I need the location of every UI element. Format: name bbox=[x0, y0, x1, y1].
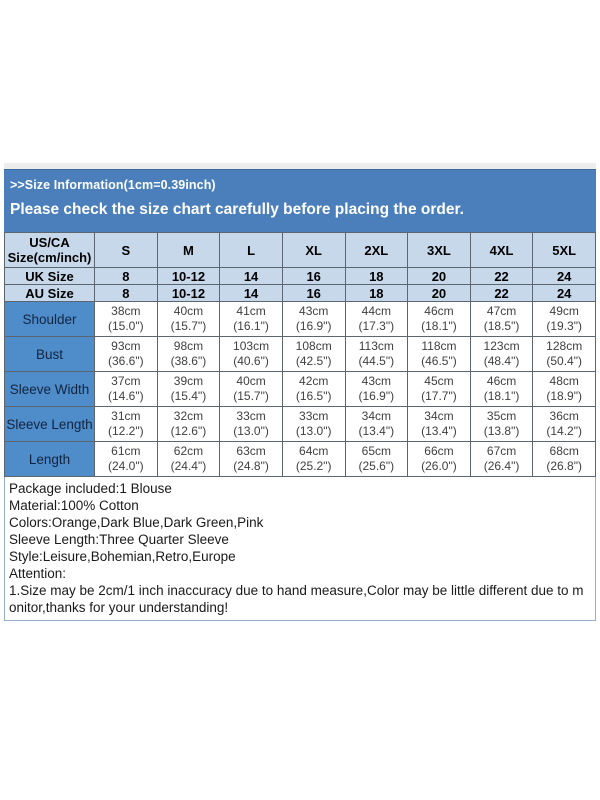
cm-value: 49cm bbox=[549, 304, 579, 318]
inch-value: (26.8") bbox=[546, 459, 582, 473]
inch-value: (44.5") bbox=[358, 354, 395, 368]
cm-value: 33cm bbox=[299, 409, 329, 423]
measurement-value-cell bbox=[282, 442, 345, 477]
measurement-value-cell bbox=[282, 337, 345, 372]
inch-value: (26.4") bbox=[483, 459, 520, 473]
size-number-cell: 24 bbox=[533, 268, 596, 285]
inch-value: (15.7") bbox=[170, 319, 207, 333]
size-column-header: M bbox=[157, 233, 220, 268]
inch-value: (13.0") bbox=[233, 424, 269, 438]
measurement-value-cell bbox=[220, 302, 283, 337]
cm-value: 68cm bbox=[549, 444, 579, 458]
size-number-cell: 20 bbox=[408, 285, 471, 302]
cm-value: 38cm bbox=[111, 304, 141, 318]
detail-line: Sleeve Length:Three Quarter Sleeve bbox=[9, 532, 229, 547]
measurement-value-cell bbox=[345, 372, 408, 407]
cm-value: 61cm bbox=[111, 444, 141, 458]
cm-value: 40cm bbox=[173, 304, 204, 318]
detail-line: Package included:1 Blouse bbox=[9, 481, 172, 496]
inch-value: (17.3") bbox=[358, 319, 395, 333]
cm-value: 32cm bbox=[173, 409, 204, 423]
measurement-value-cell bbox=[408, 337, 471, 372]
region-row-label: AU Size bbox=[5, 285, 95, 302]
cm-value: 108cm bbox=[295, 339, 332, 353]
measurement-value-cell bbox=[157, 302, 220, 337]
measurement-value-cell bbox=[533, 302, 596, 337]
measurement-label: Sleeve Length bbox=[5, 407, 95, 442]
cm-value: 42cm bbox=[299, 374, 329, 388]
cm-value: 44cm bbox=[361, 304, 391, 318]
cm-value: 33cm bbox=[236, 409, 266, 423]
cm-value: 31cm bbox=[111, 409, 141, 423]
measurement-value-cell bbox=[533, 372, 596, 407]
size-column-header: L bbox=[220, 233, 283, 268]
inch-value: (18.9") bbox=[546, 389, 582, 403]
inch-value: (16.9") bbox=[358, 389, 395, 403]
measurement-value-cell bbox=[470, 407, 533, 442]
cm-value: 113cm bbox=[358, 339, 394, 353]
measurement-value-cell bbox=[95, 407, 158, 442]
inch-value: (15.0") bbox=[108, 319, 144, 333]
cm-value: 93cm bbox=[111, 339, 141, 353]
detail-line: Colors:Orange,Dark Blue,Dark Green,Pink bbox=[9, 515, 264, 530]
inch-value: (15.4") bbox=[170, 389, 207, 403]
measurement-value-cell bbox=[533, 337, 596, 372]
cm-value: 46cm bbox=[424, 304, 454, 318]
cm-value: 46cm bbox=[486, 374, 517, 388]
inch-value: (16.9") bbox=[295, 319, 332, 333]
measurement-value-cell bbox=[157, 337, 220, 372]
inch-value: (13.4") bbox=[421, 424, 457, 438]
measurement-value-cell bbox=[470, 372, 533, 407]
size-column-header: 5XL bbox=[533, 233, 596, 268]
cm-value: 103cm bbox=[233, 339, 270, 353]
inch-value: (13.4") bbox=[358, 424, 395, 438]
cm-value: 48cm bbox=[549, 374, 579, 388]
inch-value: (18.1") bbox=[483, 389, 520, 403]
detail-line: Style:Leisure,Bohemian,Retro,Europe bbox=[9, 549, 236, 564]
size-info-banner bbox=[4, 169, 596, 232]
size-number-cell: 8 bbox=[95, 268, 158, 285]
cm-value: 118cm bbox=[421, 339, 457, 353]
cm-value: 43cm bbox=[361, 374, 391, 388]
size-number-cell: 16 bbox=[282, 285, 345, 302]
measurement-value-cell bbox=[345, 442, 408, 477]
measurement-value-cell bbox=[470, 442, 533, 477]
measurement-label: Bust bbox=[5, 337, 95, 372]
size-number-cell: 18 bbox=[345, 268, 408, 285]
cm-value: 34cm bbox=[361, 409, 391, 423]
product-details bbox=[4, 477, 596, 621]
cm-value: 39cm bbox=[173, 374, 204, 388]
inch-value: (12.6") bbox=[170, 424, 207, 438]
detail-line: Material:100% Cotton bbox=[9, 498, 139, 513]
measurement-value-cell bbox=[95, 337, 158, 372]
inch-value: (36.6") bbox=[108, 354, 144, 368]
inch-value: (46.5") bbox=[421, 354, 457, 368]
size-column-header: 2XL bbox=[345, 233, 408, 268]
measurement-value-cell bbox=[95, 372, 158, 407]
size-number-cell: 8 bbox=[95, 285, 158, 302]
cm-value: 66cm bbox=[424, 444, 454, 458]
inch-value: (13.0") bbox=[295, 424, 332, 438]
cm-value: 34cm bbox=[424, 409, 454, 423]
measurement-value-cell bbox=[220, 407, 283, 442]
cm-value: 47cm bbox=[486, 304, 517, 318]
measurement-value-cell bbox=[220, 372, 283, 407]
size-number-cell: 16 bbox=[282, 268, 345, 285]
measurement-value-cell bbox=[345, 337, 408, 372]
inch-value: (15.7") bbox=[233, 389, 269, 403]
inch-value: (18.5") bbox=[483, 319, 520, 333]
detail-line: 1.Size may be 2cm/1 inch inaccuracy due to hand measure,Color may be little different due to monitor,thanks for your understanding! bbox=[9, 583, 584, 615]
size-info-panel bbox=[4, 163, 596, 621]
inch-value: (26.0") bbox=[421, 459, 457, 473]
size-number-cell: 18 bbox=[345, 285, 408, 302]
measurement-value-cell bbox=[408, 407, 471, 442]
size-number-cell: 20 bbox=[408, 268, 471, 285]
inch-value: (16.1") bbox=[233, 319, 269, 333]
size-column-header: 3XL bbox=[408, 233, 471, 268]
inch-value: (19.3") bbox=[546, 319, 582, 333]
size-number-cell: 14 bbox=[220, 285, 283, 302]
cm-value: 63cm bbox=[236, 444, 266, 458]
cm-value: 41cm bbox=[236, 304, 266, 318]
size-chart-warning: Please check the size chart carefully before placing the order. bbox=[10, 201, 464, 218]
cm-value: 123cm bbox=[483, 339, 520, 353]
cm-value: 64cm bbox=[299, 444, 329, 458]
measurement-value-cell bbox=[408, 442, 471, 477]
cm-value: 35cm bbox=[486, 409, 517, 423]
inch-value: (50.4") bbox=[546, 354, 582, 368]
cm-value: 43cm bbox=[299, 304, 329, 318]
cm-value: 128cm bbox=[546, 339, 583, 353]
size-column-header: S bbox=[95, 233, 158, 268]
size-number-cell: 22 bbox=[470, 268, 533, 285]
cm-value: 67cm bbox=[486, 444, 517, 458]
inch-value: (12.2") bbox=[108, 424, 144, 438]
inch-value: (17.7") bbox=[421, 389, 457, 403]
cm-value: 62cm bbox=[173, 444, 204, 458]
measurement-value-cell bbox=[282, 372, 345, 407]
size-column-header: XL bbox=[282, 233, 345, 268]
size-number-cell: 10-12 bbox=[157, 285, 220, 302]
size-number-cell: 24 bbox=[533, 285, 596, 302]
measurement-value-cell bbox=[408, 302, 471, 337]
region-row-label: UK Size bbox=[5, 268, 95, 285]
inch-value: (24.8") bbox=[233, 459, 269, 473]
measurement-value-cell bbox=[220, 442, 283, 477]
inch-value: (14.2") bbox=[546, 424, 582, 438]
inch-value: (13.8") bbox=[483, 424, 520, 438]
size-number-cell: 10-12 bbox=[157, 268, 220, 285]
measurement-value-cell bbox=[95, 442, 158, 477]
inch-value: (16.5") bbox=[295, 389, 332, 403]
inch-value: (14.6") bbox=[108, 389, 144, 403]
inch-value: (24.0") bbox=[108, 459, 144, 473]
cm-value: 40cm bbox=[236, 374, 266, 388]
measurement-value-cell bbox=[345, 407, 408, 442]
inch-value: (18.1") bbox=[421, 319, 457, 333]
measurement-value-cell bbox=[157, 442, 220, 477]
measurement-value-cell bbox=[157, 407, 220, 442]
corner-header-cell: US/CA Size(cm/inch) bbox=[5, 233, 95, 268]
inch-value: (38.6") bbox=[170, 354, 207, 368]
measurement-label: Sleeve Width bbox=[5, 372, 95, 407]
measurement-value-cell bbox=[157, 372, 220, 407]
detail-line: Attention: bbox=[9, 566, 67, 581]
cm-value: 45cm bbox=[424, 374, 454, 388]
inch-value: (25.6") bbox=[358, 459, 395, 473]
measurement-value-cell bbox=[533, 407, 596, 442]
size-chart-table bbox=[4, 232, 596, 477]
inch-value: (40.6") bbox=[233, 354, 269, 368]
measurement-value-cell bbox=[345, 302, 408, 337]
cm-value: 98cm bbox=[173, 339, 204, 353]
cm-value: 37cm bbox=[111, 374, 141, 388]
size-info-title: >>Size Information(1cm=0.39inch) bbox=[10, 178, 216, 192]
inch-value: (42.5") bbox=[295, 354, 332, 368]
cm-value: 65cm bbox=[361, 444, 391, 458]
measurement-value-cell bbox=[470, 337, 533, 372]
measurement-label: Shoulder bbox=[5, 302, 95, 337]
size-column-header: 4XL bbox=[470, 233, 533, 268]
inch-value: (25.2") bbox=[295, 459, 332, 473]
measurement-value-cell bbox=[408, 372, 471, 407]
measurement-value-cell bbox=[282, 302, 345, 337]
inch-value: (48.4") bbox=[483, 354, 520, 368]
measurement-value-cell bbox=[282, 407, 345, 442]
measurement-value-cell bbox=[470, 302, 533, 337]
cm-value: 36cm bbox=[549, 409, 579, 423]
size-number-cell: 22 bbox=[470, 285, 533, 302]
measurement-value-cell bbox=[533, 442, 596, 477]
inch-value: (24.4") bbox=[170, 459, 207, 473]
measurement-value-cell bbox=[220, 337, 283, 372]
measurement-label: Length bbox=[5, 442, 95, 477]
size-number-cell: 14 bbox=[220, 268, 283, 285]
measurement-value-cell bbox=[95, 302, 158, 337]
